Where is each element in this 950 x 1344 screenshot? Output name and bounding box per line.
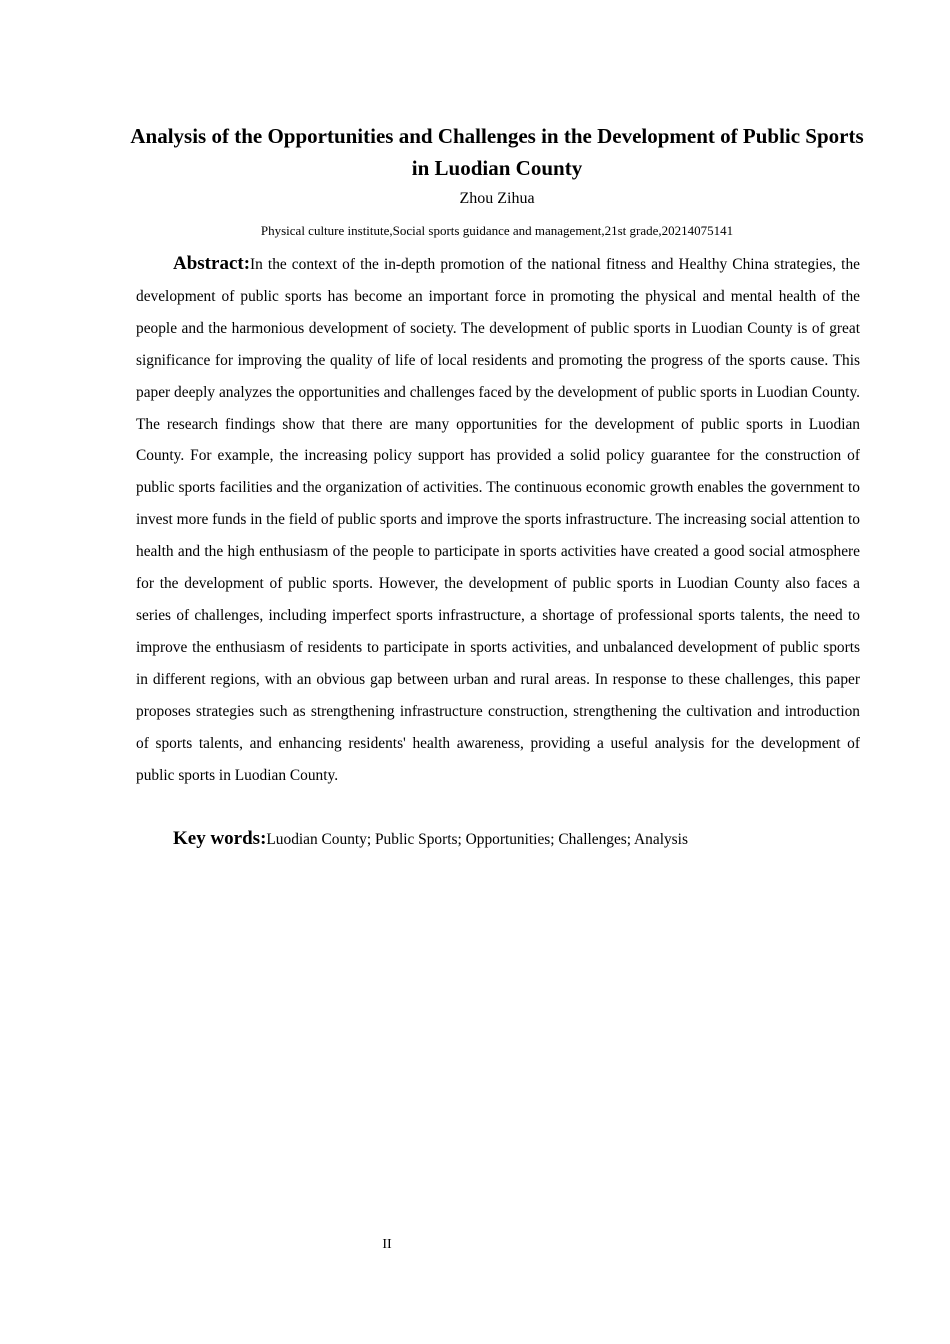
abstract-text: In the context of the in-depth promotion of the national fitness and Healthy China strategies, the development of public sports has become an important force in promoting the physical and mental health of the people and the harmonious development of society. The development of public sports in Luodian County is of great significance for improving the quality of life of local residents and promoting the progress of the sports cause. This paper deeply analyzes the opportunities and challenges faced by the development of public sports in Luodian County. The research findings show that there are many opportunities for the development of public sports in Luodian County. For example, the increasing policy support has provided a solid policy guarantee for the construction of public sports facilities and the organization of activities. The continuous economic growth enables the government to invest more funds in the field of public sports and improve the sports infrastructure. The increasing social attention to health and the high enthusiasm of the people to participate in sports activities have created a good social atmosphere for the development of public sports. However, the development of public sports in Luodian County also faces a series of challenges, including imperfect sports infrastructure, a shortage of professional sports talents, the need to improve the enthusiasm of residents to participate in sports activities, and unbalanced development of public sports in different regions, with an obvious gap between urban and rural areas. In response to these challenges, this paper proposes strategies such as strengthening infrastructure construction, strengthening the cultivation and introduction of sports talents, and enhancing residents' health awareness, providing a useful analysis for the development of public sports in Luodian County. [136,256,860,784]
keywords-text: Luodian County; Public Sports; Opportunities; Challenges; Analysis [266,831,688,848]
abstract-label: Abstract: [173,253,251,274]
keywords-label: Key words: [173,828,267,849]
abstract-paragraph [136,248,860,791]
author-affiliation: Physical culture institute,Social sports guidance and management,21st grade,20214075141 [260,223,734,238]
page-number: II [382,1237,392,1252]
author-name: Zhou Zihua [459,190,535,207]
paper-title: Analysis of the Opportunities and Challenges in the Development of Public Sports in Luodian County [130,124,864,180]
keywords-paragraph [136,823,860,856]
